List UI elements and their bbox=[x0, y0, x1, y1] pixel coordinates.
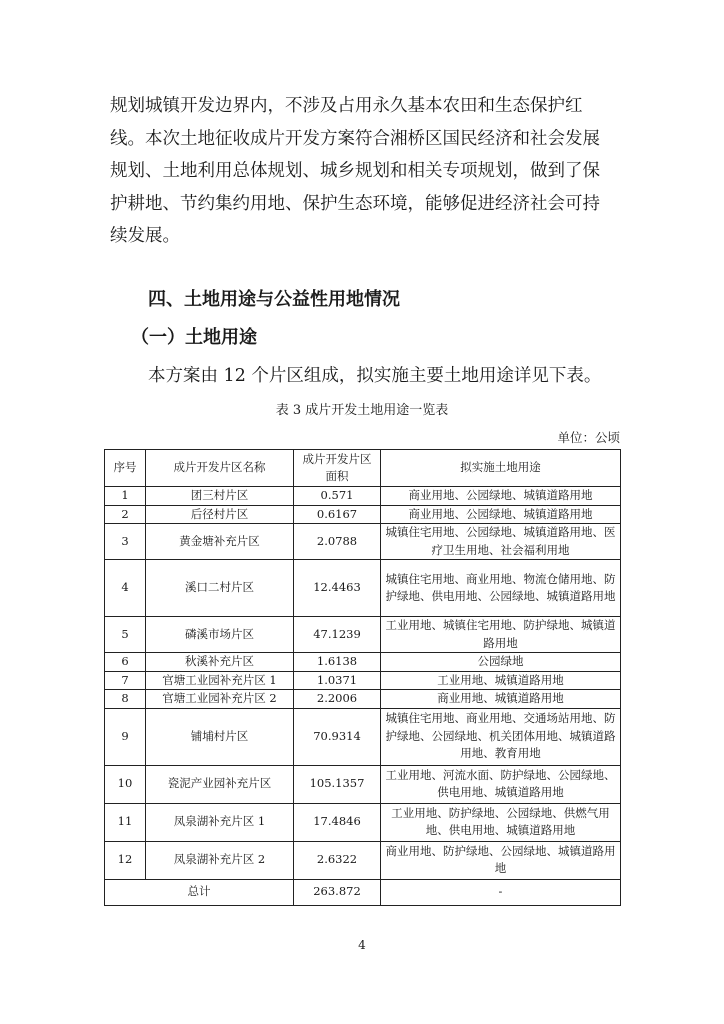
paragraph-line: 规划、土地利用总体规划、城乡规划和相关专项规划，做到了保 bbox=[110, 161, 600, 182]
cell-use: 商业用地、公园绿地、城镇道路用地 bbox=[381, 487, 621, 506]
section-heading: 四、土地用途与公益性用地情况 bbox=[148, 289, 400, 310]
cell-name: 凤泉湖补充片区 1 bbox=[146, 803, 294, 841]
cell-area: 105.1357 bbox=[294, 765, 381, 803]
cell-use: 城镇住宅用地、商业用地、交通场站用地、防护绿地、公园绿地、机关团体用地、城镇道路用地、教育用地 bbox=[381, 708, 621, 765]
cell-area: 70.9314 bbox=[294, 708, 381, 765]
table-row bbox=[105, 653, 621, 672]
paragraph-line: 线。本次土地征收成片开发方案符合湘桥区国民经济和社会发展 bbox=[110, 128, 600, 149]
table-row bbox=[105, 487, 621, 506]
cell-no: 12 bbox=[105, 841, 146, 879]
table-row bbox=[105, 671, 621, 690]
table-row bbox=[105, 841, 621, 879]
cell-name: 黄金塘补充片区 bbox=[146, 524, 294, 560]
table-row bbox=[105, 560, 621, 617]
header-name: 成片开发片区名称 bbox=[146, 450, 294, 487]
cell-use: 城镇住宅用地、公园绿地、城镇道路用地、医疗卫生用地、社会福利用地 bbox=[381, 524, 621, 560]
cell-no: 1 bbox=[105, 487, 146, 506]
cell-use: 商业用地、防护绿地、公园绿地、城镇道路用地 bbox=[381, 841, 621, 879]
cell-use: 工业用地、城镇道路用地 bbox=[381, 671, 621, 690]
cell-area: 1.0371 bbox=[294, 671, 381, 690]
cell-name: 秋溪补充片区 bbox=[146, 653, 294, 672]
page-number: 4 bbox=[358, 938, 366, 952]
cell-use: 工业用地、城镇住宅用地、防护绿地、城镇道路用地 bbox=[381, 617, 621, 653]
cell-name: 瓷泥产业园补充片区 bbox=[146, 765, 294, 803]
cell-no: 7 bbox=[105, 671, 146, 690]
cell-no: 11 bbox=[105, 803, 146, 841]
header-no: 序号 bbox=[105, 450, 146, 487]
paragraph-line: 规划城镇开发边界内，不涉及占用永久基本农田和生态保护红 bbox=[110, 96, 583, 116]
cell-no: 3 bbox=[105, 524, 146, 560]
cell-area: 1.6138 bbox=[294, 653, 381, 672]
cell-area: 2.2006 bbox=[294, 690, 381, 709]
table-row bbox=[105, 765, 621, 803]
cell-area: 12.4463 bbox=[294, 560, 381, 617]
cell-name: 官塘工业园补充片区 2 bbox=[146, 690, 294, 709]
intro-text: 本方案由 12 个片区组成，拟实施主要土地用途详见下表。 bbox=[148, 366, 602, 386]
cell-use: 公园绿地 bbox=[381, 653, 621, 672]
paragraph-line: 护耕地、节约集约用地、保护生态环境，能够促进经济社会可持 bbox=[110, 193, 600, 214]
cell-use: 城镇住宅用地、商业用地、物流仓储用地、防护绿地、供电用地、公园绿地、城镇道路用地 bbox=[381, 560, 621, 617]
cell-area: 47.1239 bbox=[294, 617, 381, 653]
paragraph-line: 续发展。 bbox=[110, 226, 180, 247]
header-area: 成片开发片区面积 bbox=[294, 450, 381, 487]
cell-area: 17.4846 bbox=[294, 803, 381, 841]
unit-label: 单位：公顷 bbox=[557, 430, 620, 445]
land-use-table bbox=[104, 449, 621, 906]
cell-area: 0.571 bbox=[294, 487, 381, 506]
cell-name: 团三村片区 bbox=[146, 487, 294, 506]
subsection-heading: （一）土地用途 bbox=[131, 327, 257, 348]
table-row bbox=[105, 617, 621, 653]
cell-use: 商业用地、城镇道路用地 bbox=[381, 690, 621, 709]
table-caption: 表 3 成片开发土地用途一览表 bbox=[275, 403, 449, 418]
cell-use: 商业用地、公园绿地、城镇道路用地 bbox=[381, 505, 621, 524]
table-row bbox=[105, 524, 621, 560]
cell-area: 2.0788 bbox=[294, 524, 381, 560]
cell-area: 0.6167 bbox=[294, 505, 381, 524]
cell-use: 工业用地、河流水面、防护绿地、公园绿地、供电用地、城镇道路用地 bbox=[381, 765, 621, 803]
cell-name: 铺埔村片区 bbox=[146, 708, 294, 765]
cell-area: 2.6322 bbox=[294, 841, 381, 879]
cell-no: 9 bbox=[105, 708, 146, 765]
total-use: - bbox=[381, 879, 621, 905]
cell-no: 4 bbox=[105, 560, 146, 617]
header-use: 拟实施土地用途 bbox=[381, 450, 621, 487]
table-row bbox=[105, 803, 621, 841]
total-label: 总计 bbox=[105, 879, 294, 905]
total-area: 263.872 bbox=[294, 879, 381, 905]
cell-use: 工业用地、防护绿地、公园绿地、供燃气用地、供电用地、城镇道路用地 bbox=[381, 803, 621, 841]
table-total-row bbox=[105, 879, 621, 905]
intro-paragraph bbox=[110, 90, 620, 253]
cell-name: 磷溪市场片区 bbox=[146, 617, 294, 653]
table-row bbox=[105, 690, 621, 709]
cell-name: 官塘工业园补充片区 1 bbox=[146, 671, 294, 690]
cell-no: 6 bbox=[105, 653, 146, 672]
cell-name: 凤泉湖补充片区 2 bbox=[146, 841, 294, 879]
cell-no: 8 bbox=[105, 690, 146, 709]
table-row bbox=[105, 708, 621, 765]
cell-name: 溪口二村片区 bbox=[146, 560, 294, 617]
cell-name: 后径村片区 bbox=[146, 505, 294, 524]
table-header-row bbox=[105, 450, 621, 487]
cell-no: 2 bbox=[105, 505, 146, 524]
cell-no: 10 bbox=[105, 765, 146, 803]
cell-no: 5 bbox=[105, 617, 146, 653]
table-row bbox=[105, 505, 621, 524]
